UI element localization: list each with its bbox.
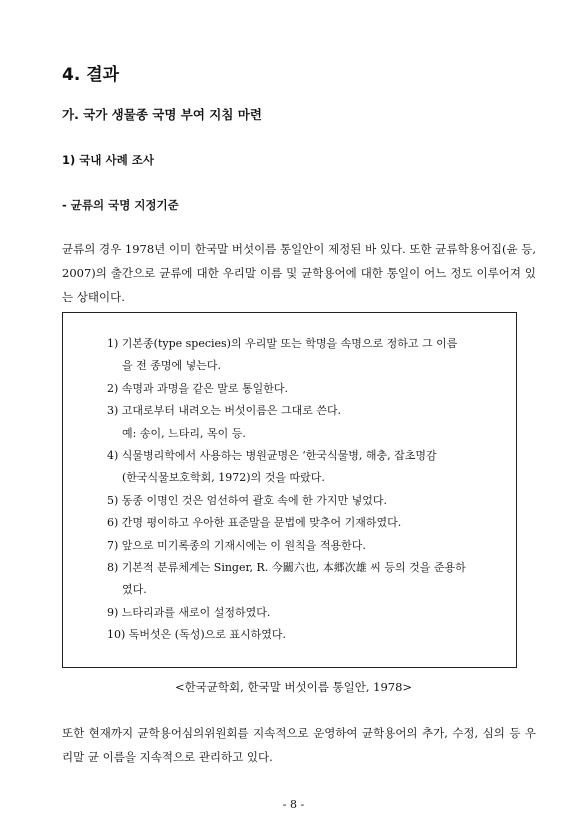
page-number: - 8 -	[282, 798, 305, 811]
guideline-line: 1) 기본종(type species)의 우리말 또는 학명을 속명으로 정하고 그 이름	[107, 337, 458, 350]
box-caption: <한국균학회, 한국말 버섯이름 통일안, 1978>	[174, 680, 413, 694]
guideline-item	[107, 400, 498, 445]
closing-paragraph: 또한 현재까지 균학용어심의위원회를 지속적으로 운영하여 균학용어의 추가, 수정, 심의 등 우리말 균 이름을 지속적으로 관리하고 있다.	[62, 726, 536, 764]
guideline-box	[62, 312, 517, 668]
guideline-item	[107, 512, 498, 534]
guideline-line-continued: 을 전 종명에 넣는다.	[122, 359, 221, 373]
intro-paragraph: 균류의 경우 1978년 이미 한국말 버섯이름 통일안이 제정된 바 있다. 또한 균류학용어집(윤 등, 2007)의 출간으로 균류에 대한 우리말 이름 및 균학용어에 대한 통일이 어느 정도 이루어져 있는 상태이다.	[62, 242, 536, 304]
guideline-line: 6) 간명 평이하고 우아한 표준말을 문법에 맞추어 기재하였다.	[107, 516, 402, 530]
guideline-line: 4) 식물병리학에서 사용하는 병원균명은 ‘한국식물병, 해충, 잡초명감	[107, 449, 437, 463]
guideline-line: 3) 고대로부터 내려오는 버섯이름은 그대로 쓴다.	[107, 404, 342, 418]
guideline-line-continued: 예: 송이, 느타리, 목이 등.	[122, 426, 246, 440]
guideline-item	[107, 602, 498, 624]
topic-title: - 균류의 국명 지정기준	[62, 198, 179, 212]
guideline-item	[107, 624, 498, 646]
guideline-line: 7) 앞으로 미기록종의 기재시에는 이 원칙을 적용한다.	[107, 538, 366, 552]
guideline-item	[107, 445, 498, 490]
guideline-item	[107, 378, 498, 400]
guideline-item	[107, 333, 498, 378]
guideline-line: 9) 느타리과를 새로이 설정하였다.	[107, 605, 271, 619]
subsubsection-title: 1) 국내 사례 조사	[62, 153, 154, 167]
guideline-line: 10) 독버섯은 (독성)으로 표시하였다.	[107, 628, 286, 642]
guideline-item	[107, 557, 498, 602]
guideline-line-continued: (한국식물보호학회, 1972)의 것을 따랐다.	[122, 471, 325, 485]
guideline-line: 5) 동종 이명인 것은 엄선하여 괄호 속에 한 가지만 넣었다.	[107, 493, 388, 507]
guideline-list	[63, 313, 516, 647]
guideline-line-continued: 였다.	[122, 583, 147, 597]
guideline-line: 8) 기본적 분류체계는 Singer, R. 今關六也, 本郷次雄 씨 등의 것을 준용하	[107, 561, 466, 575]
subsection-title: 가. 국가 생물종 국명 부여 지침 마련	[62, 107, 262, 122]
guideline-item	[107, 535, 498, 557]
guideline-item	[107, 490, 498, 512]
guideline-line: 2) 속명과 과명을 같은 말로 통일한다.	[107, 381, 289, 395]
section-title: 4. 결과	[62, 65, 120, 85]
